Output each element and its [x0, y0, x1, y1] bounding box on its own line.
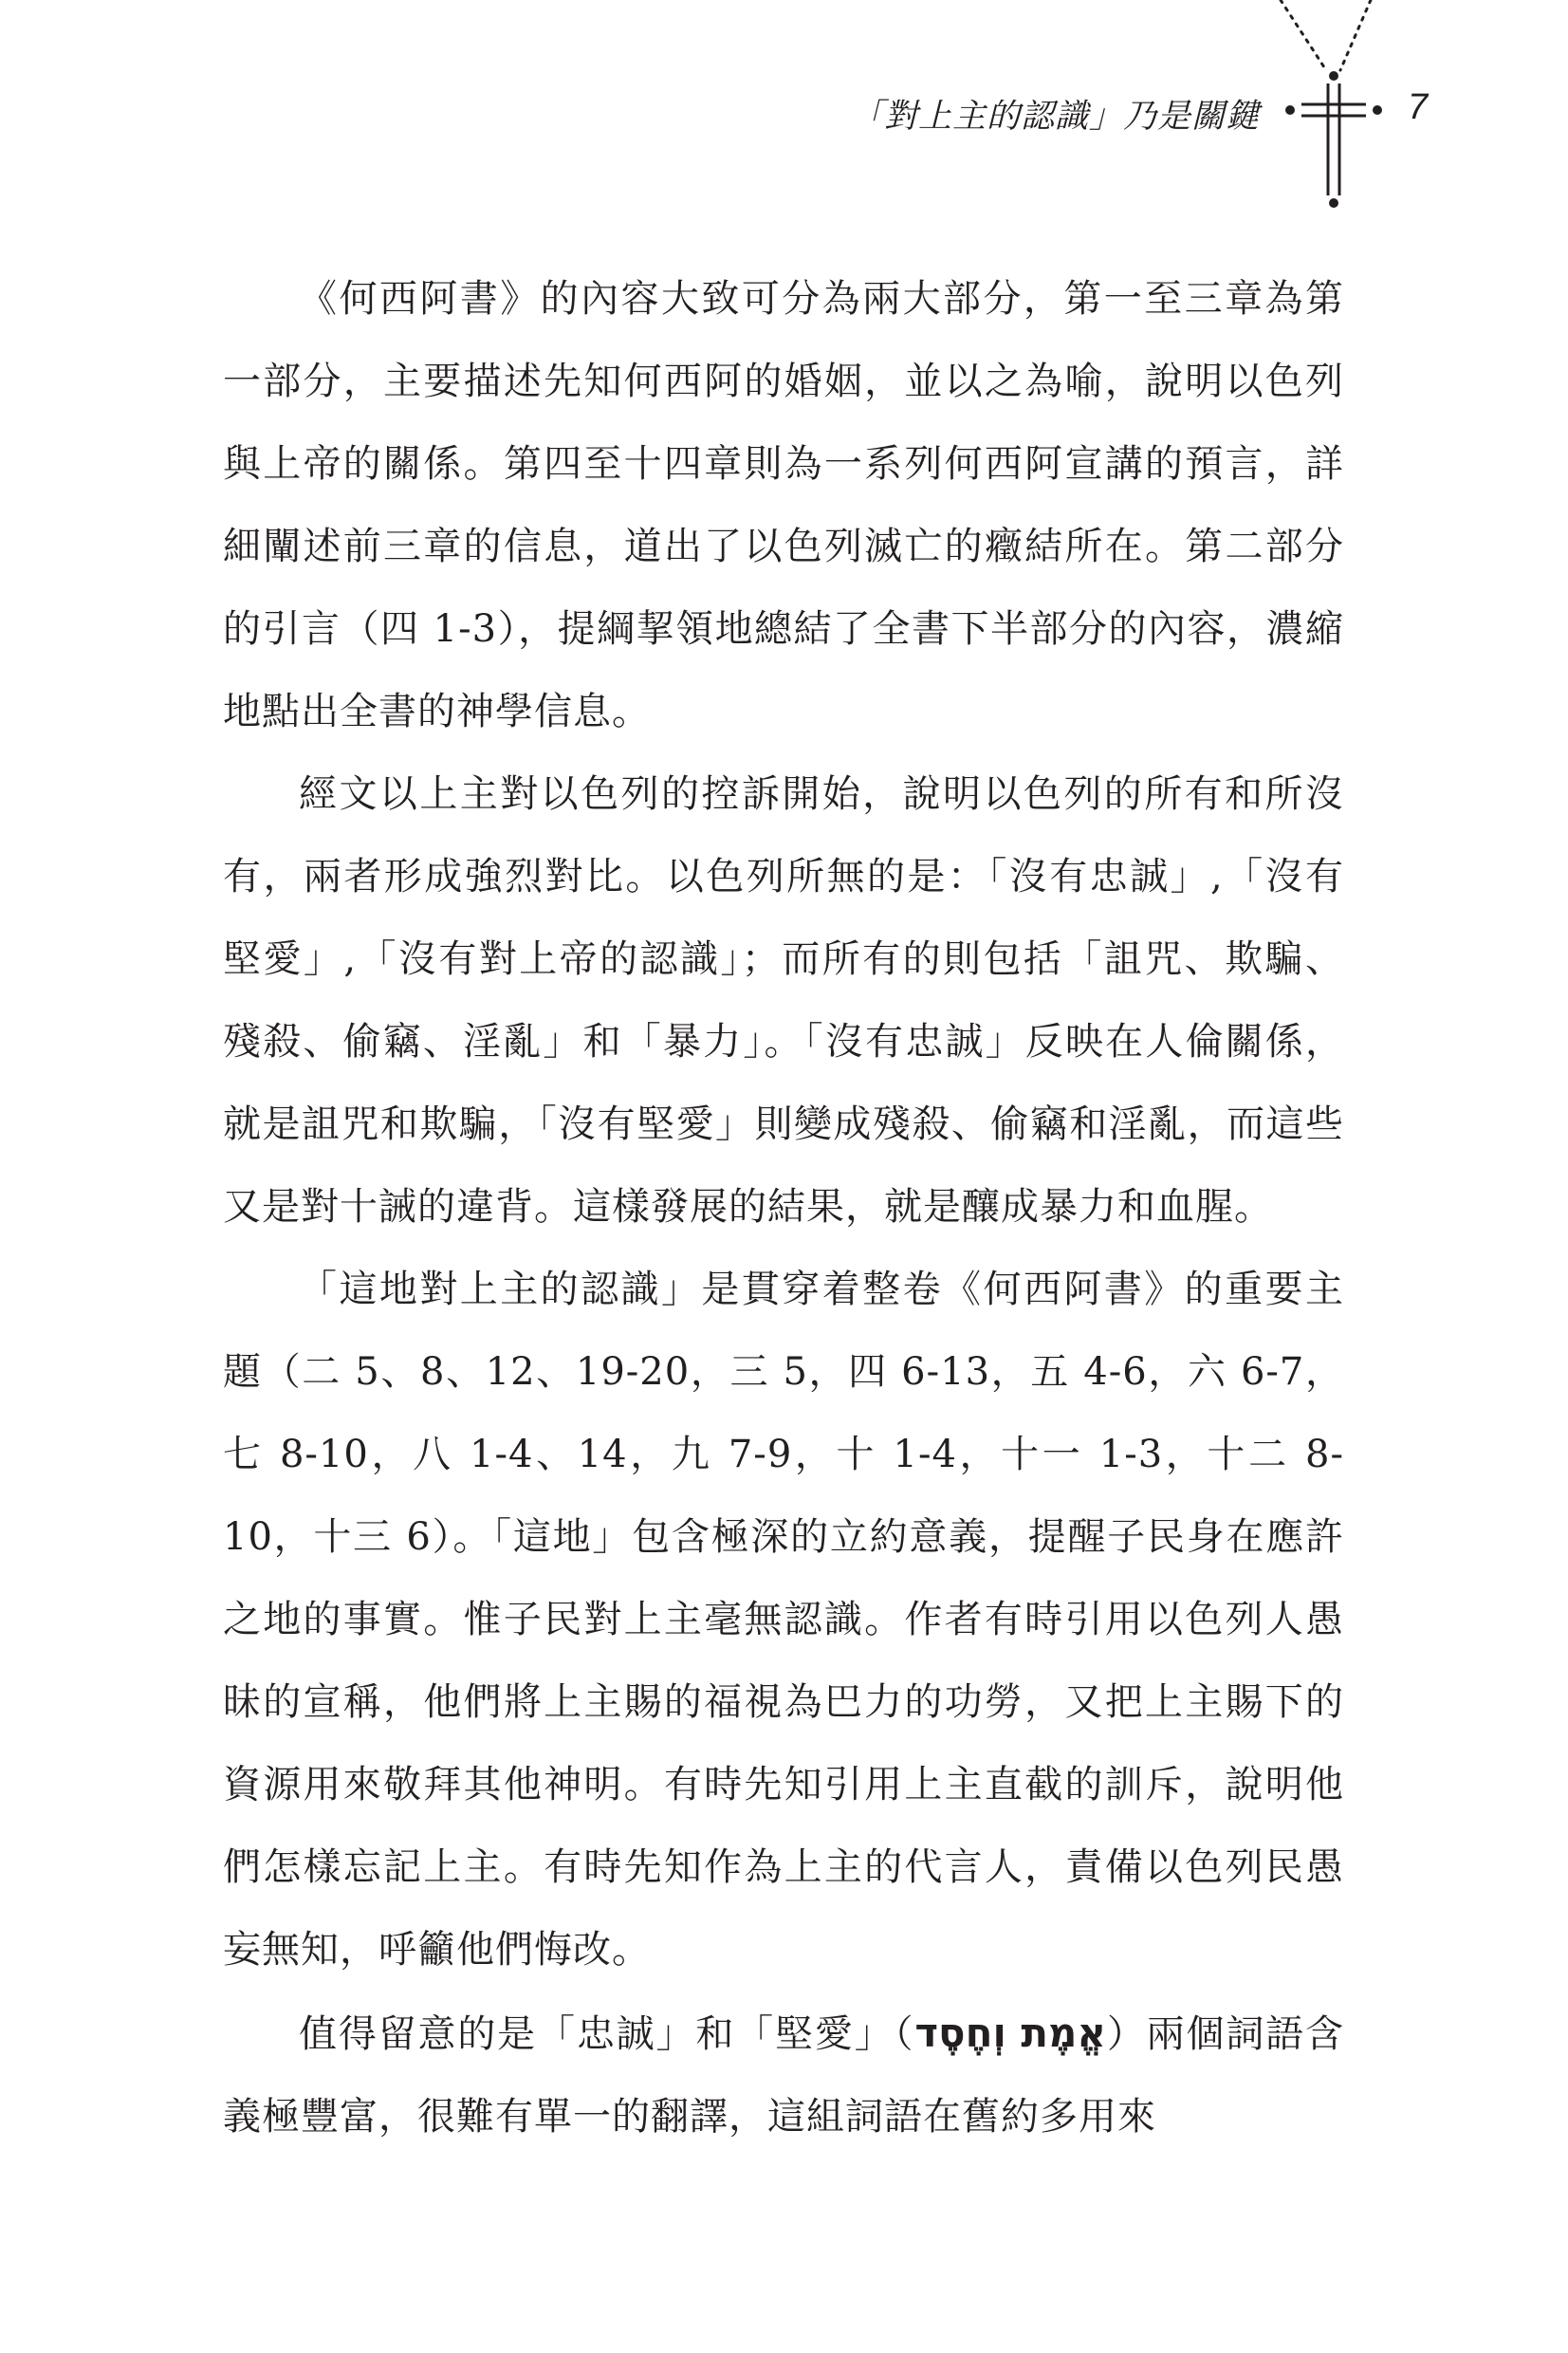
page-header — [0, 0, 1568, 228]
running-title: 「對上主的認識」乃是關鍵 — [849, 98, 1260, 136]
paragraph-4-text-after: ）兩個詞語含義極豐富，很難有單一的翻譯，這組詞語在舊約多用來 — [223, 2012, 1345, 2139]
paragraph-1: 《何西阿書》的內容大致可分為兩大部分，第一至三章為第一部分，主要描述先知何西阿的婚姻，並以之為喻，說明以色列與上帝的關係。第四至十四章則為一系列何西阿宣講的預言，詳細闡述前三章的信息，道出了以色列滅亡的癥結所在。第二部分的引言（四 1-3），提綱挈領地總結了全書下半部分的內容，濃縮地點出全書的神學信息。 — [223, 277, 1344, 733]
cross-ornament-icon — [0, 0, 1568, 228]
page-number: 7 — [1408, 87, 1429, 127]
body-text — [223, 258, 1344, 2158]
hebrew-term: אֱמֶת וְחֶסֶד — [914, 2010, 1106, 2056]
paragraph-4-text-before: 值得留意的是「忠誠」和「堅愛」（ — [299, 2012, 915, 2056]
paragraph-4 — [223, 1992, 1344, 2158]
paragraph-3: 「這地對上主的認識」是貫穿着整卷《何西阿書》的重要主題（二 5、8、12、19-20，三 5，四 6-13，五 4-6，六 6-7，七 8-10，八 1-4、14，九 7-9，十 1-4，十一 1-3，十二 8-10，十三 6）。「這地」包含極深的立約意義，提醒子民身在應許之地的事實。惟子民對上主毫無認識。作者有時引用以色列人愚昧的宣稱，他們將上主賜的福視為巴力的功勞，又把上主賜下的資源用來敬拜其他神明。有時先知引用上主直截的訓斥，說明他們怎樣忘記上主。有時先知作為上主的代言人，責備以色列民愚妄無知，呼籲他們悔改。 — [223, 1268, 1344, 1972]
paragraph-2: 經文以上主對以色列的控訴開始，說明以色列的所有和所沒有，兩者形成強烈對比。以色列所無的是：「沒有忠誠」,「沒有堅愛」,「沒有對上帝的認識」；而所有的則包括「詛咒、欺騙、殘殺、偷竊、淫亂」和「暴力」。「沒有忠誠」反映在人倫關係，就是詛咒和欺騙，「沒有堅愛」則變成殘殺、偷竊和淫亂，而這些又是對十誡的違背。這樣發展的結果，就是釀成暴力和血腥。 — [223, 772, 1344, 1229]
